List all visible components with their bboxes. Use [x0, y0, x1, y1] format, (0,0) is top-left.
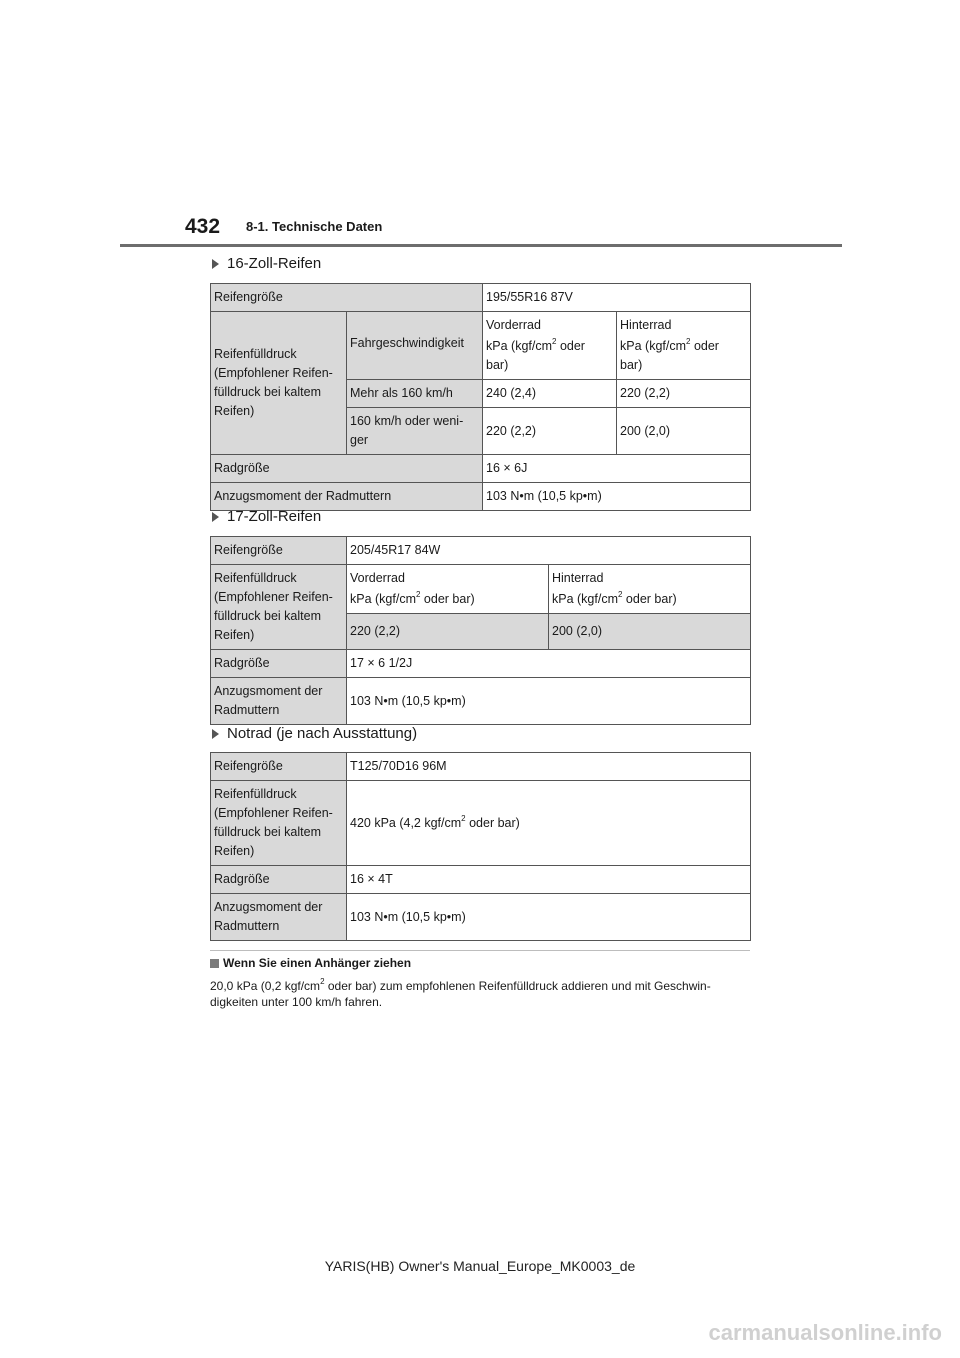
torque-value: 103 N•m (10,5 kp•m) — [483, 483, 751, 511]
front-pressure: 220 (2,2) — [347, 614, 549, 650]
section-title: 8-1. Technische Daten — [246, 219, 383, 234]
tire-table-17-inch — [210, 536, 751, 725]
pressure-label: Reifenfülldruck (Empfohlener Reifen- fülldruck bei kaltem Reifen) — [211, 565, 347, 650]
tire-size-label: Reifengröße — [211, 753, 347, 781]
tire-table-spare — [210, 752, 751, 941]
subheading-text: 17-Zoll-Reifen — [227, 508, 322, 525]
wheel-size-label: Radgröße — [211, 455, 483, 483]
front-wheel-header: Vorderrad kPa ($kgf/cm^2$ oder bar) — [483, 312, 617, 380]
front-pressure-high: 240 (2,4) — [483, 380, 617, 408]
tire-table-16-inch — [210, 283, 751, 511]
torque-value: 103 N•m (10,5 kp•m) — [347, 678, 751, 725]
tire-size-value: T125/70D16 96M — [347, 753, 751, 781]
rear-pressure: 200 (2,0) — [549, 614, 751, 650]
wheel-size-value: 16 × 6J — [483, 455, 751, 483]
page-number: 432 — [185, 215, 221, 238]
rear-pressure-high: 220 (2,2) — [617, 380, 751, 408]
torque-label: Anzugsmoment der Radmuttern — [211, 894, 347, 941]
subheading-text: Notrad (je nach Ausstattung) — [227, 725, 418, 742]
note-body: 20,0 kPa (0,2 kgf/$cm^2$ oder bar) zum empfohlenen Reifenfülldruck addieren und mit Geschwin-digkeiten unter 100 km/h fahren. — [210, 977, 711, 1009]
footer: YARIS(HB) Owner's Manual_Europe_MK0003_de — [324, 1258, 636, 1274]
note-heading-text: Wenn Sie einen Anhänger ziehen — [223, 956, 412, 970]
wheel-size-label: Radgröße — [211, 866, 347, 894]
wheel-size-value: 17 × 6 1/2J — [347, 650, 751, 678]
rear-pressure-low: 200 (2,0) — [617, 408, 751, 455]
square-bullet-icon — [210, 959, 219, 968]
watermark: carmanualsonline.info — [708, 1320, 942, 1345]
rear-wheel-header: Hinterrad kPa ($kgf/cm^2$ oder bar) — [549, 565, 751, 614]
speed-low: 160 km/h oder weni- ger — [347, 408, 483, 455]
tire-size-label: Reifengröße — [211, 284, 483, 312]
tire-size-value: 205/45R17 84W — [347, 537, 751, 565]
pressure-label: Reifenfülldruck (Empfohlener Reifen- fülldruck bei kaltem Reifen) — [211, 781, 347, 866]
subheading-16-inch — [212, 255, 321, 272]
torque-value: 103 N•m (10,5 kp•m) — [347, 894, 751, 941]
torque-label: Anzugsmoment der Radmuttern — [211, 678, 347, 725]
pressure-value: 420 kPa (4,2 kgf/$cm^2$ oder bar) — [347, 781, 751, 866]
subheading-17-inch — [212, 508, 321, 525]
subheading-text: 16-Zoll-Reifen — [227, 255, 322, 272]
front-pressure-low: 220 (2,2) — [483, 408, 617, 455]
front-wheel-header: Vorderrad kPa ($kgf/cm^2$ oder bar) — [347, 565, 549, 614]
rear-wheel-header: Hinterrad kPa ($kgf/cm^2$ oder bar) — [617, 312, 751, 380]
wheel-size-label: Radgröße — [211, 650, 347, 678]
torque-label: Anzugsmoment der Radmuttern — [211, 483, 483, 511]
header-divider — [120, 244, 842, 247]
tire-size-value: 195/55R16 87V — [483, 284, 751, 312]
speed-high: Mehr als 160 km/h — [347, 380, 483, 408]
triangle-bullet-icon — [212, 259, 219, 269]
subheading-spare — [212, 725, 417, 742]
speed-label: Fahrgeschwindigkeit — [347, 312, 483, 380]
triangle-bullet-icon — [212, 729, 219, 739]
note-divider — [210, 950, 750, 951]
triangle-bullet-icon — [212, 512, 219, 522]
wheel-size-value: 16 × 4T — [347, 866, 751, 894]
tire-size-label: Reifengröße — [211, 537, 347, 565]
note-heading — [210, 956, 411, 970]
pressure-label: Reifenfülldruck (Empfohlener Reifen- fülldruck bei kaltem Reifen) — [211, 312, 347, 455]
